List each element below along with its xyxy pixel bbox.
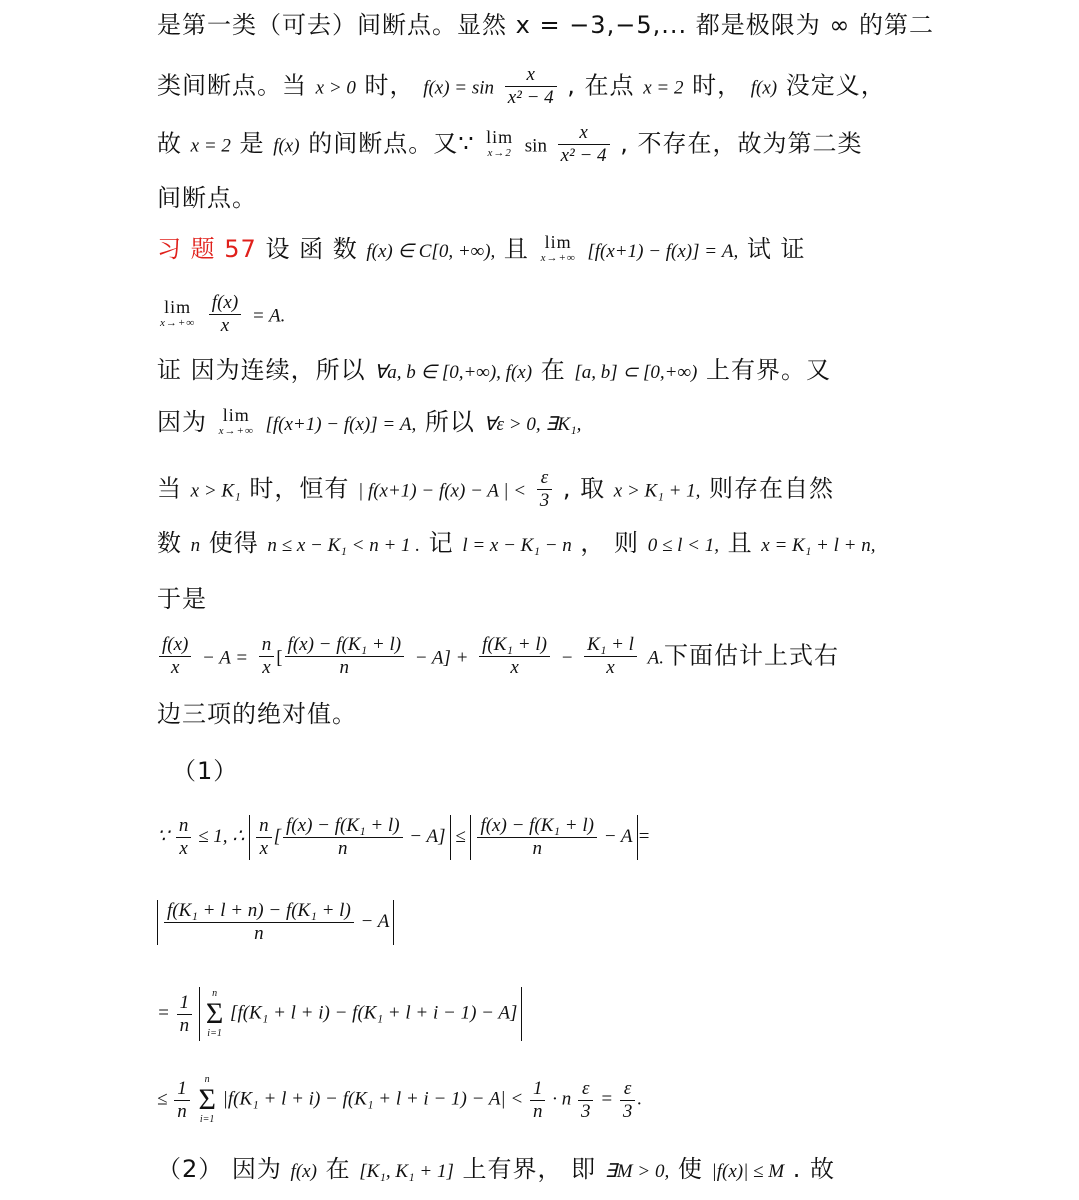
fraction-denominator: x xyxy=(510,657,519,678)
math-inline: 0 ≤ l < 1, xyxy=(647,535,719,556)
math-inline: f(x) = sin xyxy=(423,77,495,99)
sum-upper: n xyxy=(204,1074,210,1085)
math-fraction xyxy=(578,1078,594,1123)
text-span: 类间断点。当 xyxy=(157,71,307,100)
sum-upper: n xyxy=(212,988,218,999)
text-span: 的间断点。又∵ xyxy=(308,129,475,158)
math-fraction xyxy=(584,634,637,679)
fraction-numerator: x xyxy=(505,64,557,87)
text-line-19 xyxy=(157,1154,857,1187)
text-span: 时，恒有 xyxy=(249,474,350,503)
math-inline: − A] + xyxy=(414,647,469,669)
math-inline: n ≤ x − K₁ < n + 1 . xyxy=(267,535,421,556)
fraction-numerator: ε xyxy=(537,467,553,490)
text-span: 且 xyxy=(727,529,753,557)
fraction-denominator: n xyxy=(532,1100,543,1122)
equation-17 xyxy=(157,987,522,1041)
sigma-symbol: Σ xyxy=(205,997,224,1030)
math-fraction xyxy=(283,815,403,860)
math-limit xyxy=(541,234,576,266)
math-fraction xyxy=(176,815,192,860)
text-line-8 xyxy=(157,407,857,440)
text-span: 上有界， 即 xyxy=(462,1155,597,1183)
sigma-symbol: Σ xyxy=(198,1083,216,1116)
text-span: ， 则 xyxy=(580,529,640,557)
fraction-denominator: n xyxy=(338,838,348,859)
text-span: 数 xyxy=(157,529,182,557)
fraction-denominator: 3 xyxy=(539,490,550,511)
text-span: 上有界。又 xyxy=(706,356,832,384)
math-limit xyxy=(486,126,514,161)
math-inline: − A = xyxy=(202,647,249,669)
math-inline: < xyxy=(510,1088,524,1110)
fraction-numerator: f(x) xyxy=(159,634,191,657)
fraction-denominator: x xyxy=(220,315,230,336)
text-span: 记 xyxy=(428,529,454,557)
math-inline: ∀a, b ∈ [0,+∞), f(x) xyxy=(374,362,533,383)
math-fraction xyxy=(477,815,597,860)
limit-operator: lim xyxy=(486,126,514,147)
math-inline: ≤ xyxy=(157,1088,168,1110)
item-label-1: （1） xyxy=(172,757,239,785)
text-span: 设 函 数 xyxy=(265,235,358,263)
text-line-2 xyxy=(157,64,886,109)
math-fraction xyxy=(558,122,610,167)
text-span: 试 证 xyxy=(746,235,806,263)
fraction-numerator: n xyxy=(176,815,192,838)
fraction-denominator: x xyxy=(179,838,188,859)
equation-15 xyxy=(157,815,650,860)
text-span: 且 xyxy=(503,235,529,263)
text-line-13: 边三项的绝对值。 xyxy=(157,700,357,728)
math-inline: f(x) xyxy=(273,135,300,157)
sum-lower: i=1 xyxy=(207,1028,222,1039)
exercise-label: 习 题 57 xyxy=(157,235,257,263)
sum-lower: i=1 xyxy=(199,1114,215,1125)
limit-subscript: x→2 xyxy=(487,146,512,159)
text-span: 故 xyxy=(157,129,182,158)
equation-16 xyxy=(157,900,394,945)
math-inline: = A. xyxy=(251,305,286,327)
text-span: 所以 xyxy=(424,408,475,436)
math-inline: sin xyxy=(524,135,547,157)
math-inline: [f(K₁ + l + i) − f(K₁ + l + i − 1) − A] xyxy=(230,1002,518,1024)
math-inline: = xyxy=(600,1088,614,1110)
fraction-denominator: x xyxy=(170,657,180,678)
math-inline: l = x − K₁ − n xyxy=(462,535,572,556)
text-span: 当 xyxy=(157,474,182,503)
fraction-numerator: n xyxy=(259,634,275,657)
fraction-numerator: f(x) − f(K₁ + l) xyxy=(283,815,403,838)
fraction-denominator: x xyxy=(262,657,271,678)
text-span: 没定义， xyxy=(785,71,886,100)
math-fraction xyxy=(209,292,241,337)
math-fraction xyxy=(177,992,193,1037)
math-fraction xyxy=(159,634,191,679)
text-span: , 取 xyxy=(562,474,606,503)
math-inline: f(x) xyxy=(290,1161,317,1182)
math-fraction xyxy=(174,1078,190,1123)
summation xyxy=(198,1073,215,1127)
text-line-9 xyxy=(157,467,857,512)
math-inline: f(x) ∈ C[0, +∞), xyxy=(366,241,496,262)
absolute-value xyxy=(470,815,637,860)
math-inline: A. xyxy=(647,647,664,669)
text-span: 在 xyxy=(325,1155,351,1183)
math-inline: x > K₁ xyxy=(190,480,241,502)
text-span: 则存在自然 xyxy=(709,474,835,503)
math-inline: f(x) xyxy=(750,77,778,99)
math-fraction xyxy=(505,64,557,109)
limit-subscript: x→+∞ xyxy=(218,425,254,437)
math-inline: [f(x+1) − f(x)] = A, xyxy=(265,414,417,435)
math-inline: | f(x+1) − f(x) − A | < xyxy=(357,480,527,502)
fraction-denominator: n xyxy=(532,838,542,859)
limit-subscript: x→+∞ xyxy=(160,316,196,329)
text-line-4: 间断点。 xyxy=(157,184,257,212)
limit-operator: lim xyxy=(544,232,572,252)
math-inline: x = K₁ + l + n, xyxy=(761,535,876,556)
fraction-numerator: f(K₁ + l + n) − f(K₁ + l) xyxy=(164,900,354,923)
math-limit xyxy=(160,296,196,331)
text-span: （2） 因为 xyxy=(157,1155,282,1183)
absolute-value xyxy=(199,987,523,1041)
limit-subscript: x→+∞ xyxy=(540,252,576,264)
fraction-denominator: n xyxy=(254,923,264,944)
text-span: . 故 xyxy=(792,1155,835,1183)
fraction-denominator: n xyxy=(177,1100,187,1122)
fraction-denominator: n xyxy=(179,1014,190,1036)
text-line-10 xyxy=(157,528,876,561)
math-fraction xyxy=(537,467,553,512)
text-span: 因为 xyxy=(157,408,207,436)
math-inline: ≤ xyxy=(455,825,466,847)
summation xyxy=(206,987,223,1041)
math-inline: x = 2 xyxy=(190,135,231,157)
absolute-value xyxy=(157,900,394,945)
math-fraction xyxy=(164,900,354,945)
fraction-numerator: n xyxy=(256,815,272,838)
limit-operator: lim xyxy=(164,296,192,317)
math-inline: · n xyxy=(552,1088,572,1110)
math-inline: ≤ 1, ∴ xyxy=(198,825,245,847)
text-span: 是 xyxy=(239,129,265,158)
math-inline: − xyxy=(560,647,574,669)
math-inline: ∃M > 0, xyxy=(604,1161,670,1182)
text-span: , 在点 xyxy=(567,71,635,100)
math-inline: − A] xyxy=(409,825,446,847)
math-fraction xyxy=(479,634,550,679)
math-inline: = xyxy=(157,1002,170,1024)
math-inline: [f(x+1) − f(x)] = A, xyxy=(587,241,739,262)
fraction-numerator: x xyxy=(558,122,610,145)
math-inline: . xyxy=(637,1088,643,1110)
math-inline: |f(x)| ≤ M xyxy=(711,1161,785,1182)
math-inline: − A xyxy=(603,825,633,847)
math-fraction xyxy=(620,1078,636,1123)
fraction-denominator: 3 xyxy=(622,1100,633,1122)
absolute-value xyxy=(249,815,450,860)
fraction-denominator: n xyxy=(339,657,350,678)
math-inline: [K₁, K₁ + 1] xyxy=(359,1161,454,1182)
text-span: 使 xyxy=(677,1155,703,1183)
fraction-numerator: f(x) − f(K₁ + l) xyxy=(477,815,597,838)
math-inline: − A xyxy=(360,910,390,932)
text-span: 证 因为连续，所以 xyxy=(157,356,366,384)
math-inline: x = 2 xyxy=(643,77,684,99)
fraction-denominator: x xyxy=(606,657,615,678)
fraction-numerator: f(x) − f(K₁ + l) xyxy=(285,634,405,657)
fraction-numerator: ε xyxy=(620,1078,636,1101)
bracket-open: [ xyxy=(276,647,283,669)
fraction-numerator: 1 xyxy=(530,1078,546,1101)
text-span: 下面估计上式右 xyxy=(663,641,839,670)
fraction-numerator: 1 xyxy=(177,992,193,1015)
text-span: 时， xyxy=(692,71,743,100)
text-line-7 xyxy=(157,355,857,388)
bracket-open: [ xyxy=(273,825,282,847)
text-line-1: 是第一类（可去）间断点。显然 x = −3,−5,... 都是极限为 ∞ 的第二 xyxy=(157,11,934,39)
text-span: , 不存在，故为第二类 xyxy=(620,129,863,158)
math-fraction xyxy=(285,634,405,679)
math-inline: n xyxy=(190,535,201,556)
math-inline: [a, b] ⊂ [0,+∞) xyxy=(574,362,698,383)
equation-line-12 xyxy=(157,634,857,679)
math-inline: |f(K₁ + l + i) − f(K₁ + l + i − 1) − A| xyxy=(222,1088,506,1110)
math-fraction xyxy=(259,634,275,679)
equation-18 xyxy=(157,1073,642,1127)
exercise-line xyxy=(157,234,857,267)
math-inline: x > 0 xyxy=(315,77,356,99)
limit-operator: lim xyxy=(222,405,250,425)
fraction-numerator: 1 xyxy=(174,1078,190,1101)
fraction-numerator: ε xyxy=(578,1078,594,1101)
fraction-numerator: f(x) xyxy=(209,292,241,315)
fraction-numerator: f(K₁ + l) xyxy=(479,634,550,657)
math-limit xyxy=(219,407,254,439)
math-inline: = xyxy=(637,825,651,847)
fraction-denominator: x² − 4 xyxy=(560,145,607,166)
text-line-3 xyxy=(157,122,863,167)
text-span: 在 xyxy=(540,356,566,384)
text-span: 时， xyxy=(364,71,415,100)
math-inline: ∵ xyxy=(157,825,170,847)
math-fraction xyxy=(256,815,272,860)
math-inline: ∀ε > 0, ∃K₁, xyxy=(483,414,582,435)
fraction-denominator: 3 xyxy=(580,1100,591,1122)
math-inline: x > K₁ + 1, xyxy=(613,480,701,502)
math-fraction xyxy=(530,1078,546,1123)
fraction-denominator: x² − 4 xyxy=(507,87,554,108)
fraction-denominator: x xyxy=(259,838,269,859)
fraction-numerator: K₁ + l xyxy=(584,634,637,657)
text-line-11: 于是 xyxy=(157,585,207,613)
text-line-6 xyxy=(157,292,857,337)
text-span: 使得 xyxy=(208,529,259,557)
